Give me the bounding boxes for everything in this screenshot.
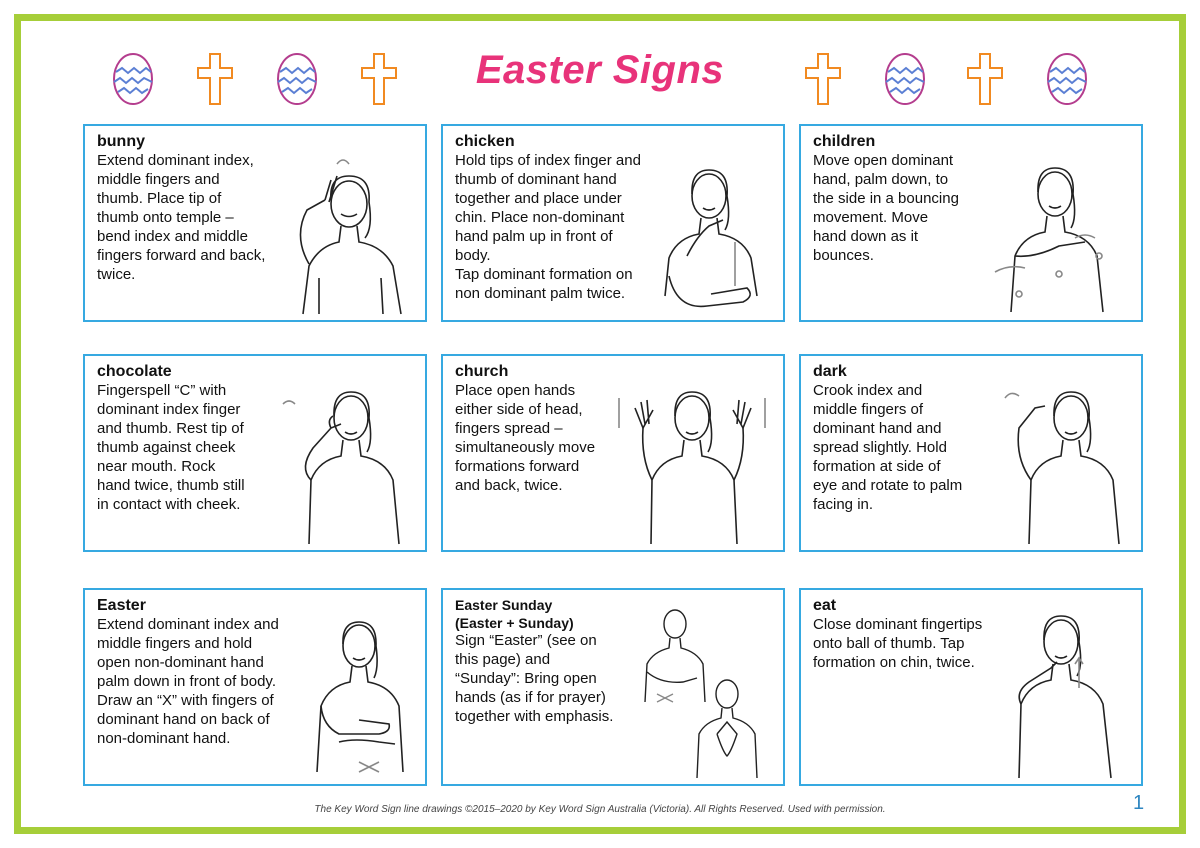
signer-illustration (299, 602, 419, 780)
sign-word: church (455, 363, 509, 380)
sign-card-chocolate (83, 354, 427, 552)
sign-word: Easter Sunday (Easter + Sunday) (455, 597, 574, 631)
egg-icon (110, 50, 156, 108)
egg-icon (1044, 50, 1090, 108)
sign-card-church (441, 354, 785, 552)
signer-illustration (985, 602, 1135, 780)
sign-description: Fingerspell “C” with dominant index finger and thumb. Rest tip of thumb against cheek near mouth. Rock hand twice, thumb still in contact with cheek. (97, 382, 245, 513)
page-number: 1 (1133, 792, 1145, 814)
copyright-credit: The Key Word Sign line drawings ©2015–2020 by Key Word Sign Australia (Victoria). All Rights Reserved. Used with permission. (314, 804, 886, 815)
sign-description: Crook index and middle fingers of dominant hand and spread slightly. Hold formation at side of eye and rotate to palm facing in. (813, 382, 963, 513)
signer-illustration (647, 146, 777, 316)
sign-card-easter-sunday (441, 588, 785, 786)
signer-illustration (607, 368, 777, 546)
sign-description: Sign “Easter” (see on this page) and “Sunday”: Bring open hands (as if for prayer) together with emphasis. (455, 632, 614, 725)
sign-word: chocolate (97, 363, 172, 380)
sign-description: Hold tips of index finger and thumb of dominant hand together and place under chin. Place non-dominant hand palm up in front of body. Tap dominant formation on non dominant palm twice. (455, 152, 641, 302)
cross-icon (356, 50, 402, 108)
sign-word: bunny (97, 133, 145, 150)
sign-card-children (799, 124, 1143, 322)
sign-description: Extend dominant index and middle fingers and hold open non-dominant hand palm down in front of body. Draw an “X” with fingers of dominant hand on back of non-dominant hand. (97, 616, 279, 747)
sign-word: eat (813, 597, 837, 614)
cross-icon (962, 50, 1008, 108)
signer-illustration (985, 368, 1135, 546)
signer-illustration (627, 602, 777, 780)
sign-description: Close dominant fingertips onto ball of thumb. Tap formation on chin, twice. (813, 616, 983, 671)
cross-icon (800, 50, 846, 108)
sign-word: chicken (455, 133, 515, 150)
sign-card-easter (83, 588, 427, 786)
page-title: Easter Signs (475, 48, 725, 92)
signer-illustration (269, 368, 419, 546)
sign-word: children (813, 133, 876, 150)
sign-description: Move open dominant hand, palm down, to the side in a bouncing movement. Move hand down as it bounces. (813, 152, 959, 264)
sign-card-bunny (83, 124, 427, 322)
sign-card-dark (799, 354, 1143, 552)
egg-icon (882, 50, 928, 108)
egg-icon (274, 50, 320, 108)
sign-description: Place open hands either side of head, fingers spread – simultaneously move formations forward and back, twice. (455, 382, 596, 494)
sign-word: dark (813, 363, 847, 380)
sign-word: Easter (97, 597, 146, 614)
cross-icon (192, 50, 238, 108)
sign-card-chicken (441, 124, 785, 322)
sign-card-eat (799, 588, 1143, 786)
signer-illustration (279, 146, 419, 316)
sign-description: Extend dominant index, middle fingers and thumb. Place tip of thumb onto temple – bend index and middle fingers forward and back, twice. (97, 152, 266, 283)
signer-illustration (975, 146, 1135, 316)
